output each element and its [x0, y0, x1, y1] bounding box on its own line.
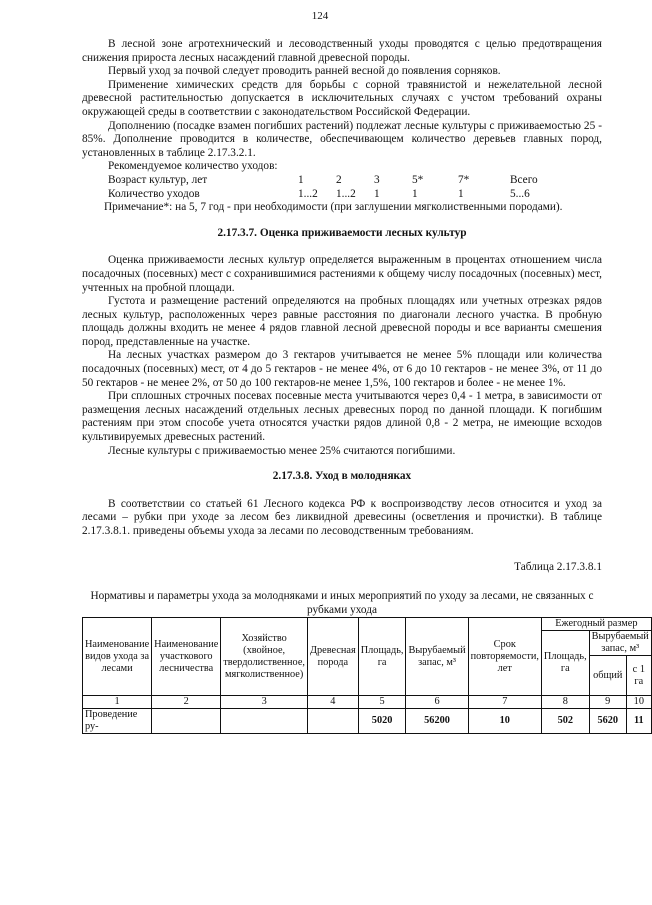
table-cell: 11	[626, 709, 651, 734]
count-value: 5...6	[510, 187, 530, 200]
paragraph: При сплошных строчных посевах посевные места учитываются через 0,4 - 1 метра, в зависимости от размещения лесных насаждений отдельных лесных древесных пород по данной площади. К погибшим растениям при этом способе учета относятся участки рядов длиной 0,8 - 2 метра, не имеющие всходов культивируемых древесных растений.	[82, 390, 602, 444]
table-title: Нормативы и параметры ухода за молодняками и иных мероприятий по уходу за лесами, не связанных с рубками ухода	[90, 590, 594, 616]
count-value: 1	[374, 187, 380, 200]
column-number: 8	[541, 696, 589, 709]
paragraph: На лесных участках размером до 3 гектаров учитывается не менее 5% площади или количества посадочных (посевных) мест, от 4 до 5 гектаров - не менее 4%, от 6 до 10 гектаров - не менее 3%, от 11 до 50 гектаров - не менее 2%, от 50 до 100 гектаров-не менее 1,5%, 100 гектаров и более - не менее 1%.	[82, 349, 602, 389]
paragraph: Применение химических средств для борьбы с сорной травянистой и нежелательной лесной древесной растительностью допускается в исключительных случаях с учстом требований охраны окружающей среды в соответствии с законодательством Российской Федерации.	[82, 78, 602, 118]
column-number: 4	[307, 696, 358, 709]
header-cell: с 1 га	[626, 656, 651, 696]
table-cell: Проведение ру-	[83, 709, 152, 734]
age-value: Всего	[510, 173, 538, 186]
count-value: 1	[412, 187, 418, 200]
table-cell: 5620	[589, 709, 626, 734]
count-value: 1...2	[336, 187, 356, 200]
column-number: 2	[152, 696, 221, 709]
care-count-row	[108, 188, 602, 202]
header-cell: Срок повторяемости, лет	[468, 618, 541, 696]
count-label: Количество уходов	[108, 187, 200, 200]
paragraph: Дополнению (посадке взамен погибших растений) подлежат лесные культуры с приживаемостью 25 - 85%. Дополнение проводится в количестве, обеспечивающем количество деревьев главных пород, установленных в таблице 2.17.3.2.1.	[82, 119, 602, 159]
table-cell	[307, 709, 358, 734]
paragraph: Оценка приживаемости лесных культур определяется выраженным в процентах отношением числа посадочных (посевных) мест с сохранившимися растениями к общему числу посадочных (посевных) мест, учтенных на пробной площади.	[82, 254, 602, 294]
age-value: 7*	[458, 173, 470, 186]
header-cell: общий	[589, 656, 626, 696]
column-number: 9	[589, 696, 626, 709]
table-row	[83, 709, 652, 734]
column-number: 1	[83, 696, 152, 709]
column-number: 10	[626, 696, 651, 709]
table-cell	[221, 709, 308, 734]
count-value: 1...2	[298, 187, 318, 200]
header-cell: Ежегодный размер	[541, 618, 651, 631]
column-number: 7	[468, 696, 541, 709]
header-cell: Вырубаемый запас, м³	[406, 618, 468, 696]
header-cell: Хозяйство (хвойное, твердолиственное, мягколиственное)	[221, 618, 308, 696]
header-cell: Вырубаемый запас, м³	[589, 631, 651, 656]
care-age-row	[108, 174, 602, 188]
column-number: 5	[358, 696, 406, 709]
header-cell: Древесная порода	[307, 618, 358, 696]
paragraph: Лесные культуры с приживаемостью менее 25% считаются погибшими.	[108, 444, 456, 457]
norms-table	[82, 617, 652, 734]
section-heading: 2.17.3.7. Оценка приживаемости лесных культур	[217, 226, 467, 239]
count-value: 1	[458, 187, 464, 200]
paragraph: В соответствии со статьей 61 Лесного кодекса РФ к воспроизводству лесов относится и уход за лесами – рубки при уходе за лесом без ликвидной древесины (осветления и прочистки). В таблице 2.17.3.8.1. приведены объемы ухода за лесами по лесоводственным требованиям.	[82, 497, 602, 537]
table-cell: 56200	[406, 709, 468, 734]
header-cell: Наименование видов ухода за лесами	[83, 618, 152, 696]
paragraph: Густота и размещение растений определяются на пробных площадях или учетных отрезках рядов лесных культур, расположенных через равные расстояния по диагонали лесного участка. В пробную площадь должны входить не менее 4 рядов главной лесной древесной породы и все варианты смешения пород, представленные на участке.	[82, 295, 602, 348]
table-cell: 10	[468, 709, 541, 734]
page-number: 124	[311, 10, 329, 22]
age-value: 3	[374, 173, 380, 186]
table-cell: 502	[541, 709, 589, 734]
header-cell: Наименование участкового лесничества	[152, 618, 221, 696]
document-body	[82, 38, 649, 734]
section-heading: 2.17.3.8. Уход в молодняках	[272, 470, 412, 483]
table-cell: 5020	[358, 709, 406, 734]
age-value: 5*	[412, 173, 424, 186]
age-label: Возраст культур, лет	[108, 173, 208, 186]
paragraph: Рекомендуемое количество уходов:	[108, 160, 278, 173]
header-cell: Площадь, га	[358, 618, 406, 696]
age-value: 1	[298, 173, 304, 186]
paragraph: Первый уход за почвой следует проводить ранней весной до появления сорняков.	[108, 65, 501, 78]
paragraph: В лесной зоне агротехнический и лесоводственный уходы проводятся с целью предотвращения снижения прироста лесных насаждений главной древесной породы.	[82, 38, 602, 64]
table-cell	[152, 709, 221, 734]
table-caption: Таблица 2.17.3.8.1	[514, 560, 602, 573]
note: Примечание*: на 5, 7 год - при необходимости (при заглушении мягколиственными породами).	[104, 201, 563, 214]
age-value: 2	[336, 173, 342, 186]
column-number: 6	[406, 696, 468, 709]
column-number: 3	[221, 696, 308, 709]
header-cell: Площадь, га	[541, 631, 589, 696]
